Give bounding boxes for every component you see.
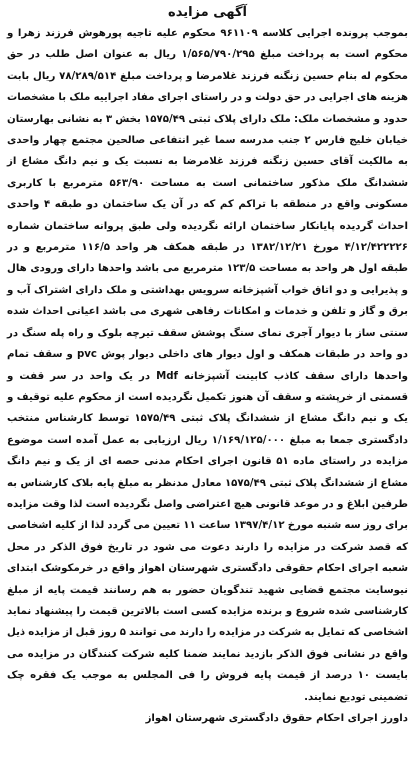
auction-notice: [6, 4, 409, 780]
notice-title: آگهی مزایده: [168, 5, 247, 20]
notice-signature: داورز اجرای احکام حقوق دادگستری شهرستان اهواز: [145, 713, 408, 724]
notice-body-text: بموجب پرونده اجرایی کلاسه ۹۶۱۱۰۹ محکوم علیه تاجیه پورهوش فرزند زهرا و محکوم است به پرداخت مبلغ ۱/۵۶۵/۷۹۰/۲۹۵ ریال به عنوان اصل طلب در حق محکوم له بنام حسین زنگنه فرزند غلامرضا و پرداخت مبلغ ۷۸/۲۸۹/۵۱۴ ریال بابت هزینه های اجرایی در حق دولت و در راستای اجرای مفاد اجراییه ملک با مشخصات حدود و مشخصات ملک: ملک دارای پلاک ثبتی ۱۵۷۵/۴۹ بخش ۳ به نشانی بهارستان خیابان خلیج فارس ۲ جنب مدرسه سما غیر انتفاعی صالحین مجتمع چهار واحدی به مالکیت آقای حسین زنگنه فرزند غلامرضا به نسبت یک و نیم دانگ مشاع از ششدانگ ملک مذکور ساختمانی است به مساحت ۵۶۳/۹۰ مترمربع با کاربری مسکونی واقع در منطقه با تراکم کم که در آن یک ساختمان دو طبقه ۴ واحدی احداث گردیده پایانکار ساختمان ارائه نگردیده ولی طبق پروانه ساختمان شماره ۴/۱۲/۴۲۲۲۲۶ مورخ ۱۳۸۲/۱۲/۲۱ در طبقه همکف هر واحد ۱۱۶/۵ مترمربع و در طبقه اول هر واحد به مساحت ۱۲۳/۵ مترمربع می باشد واحدها دارای ورودی هال و پذیرایی و دو اتاق خواب آشپزخانه سرویس بهداشتی و ملک دارای اشتراک آب و برق و گاز و تلفن و خدمات و امکانات رفاهی شهری می باشد اعیانی احداث شده سنتی ساز با دیوار آجری نمای سنگ پوشش سقف تیرچه بلوک و راه پله سنگ در دو واحد در طبقات همکف و اول دیوار های داخلی دیوار پوش pvc و سقف تمام واحدها دارای سقف کاذب کابینت آشپزخانه Mdf در یک واحد در سر قفت و قسمتی از خرپشته و سقف آن هنوز تکمیل نگردیده است از محکوم علیه توقیف و یک و نیم دانگ مشاع از ششدانگ پلاک ثبتی ۱۵۷۵/۴۹ توسط کارشناس منتخب دادگستری جمعا به مبلغ ۱/۱۶۹/۱۲۵/۰۰۰ ریال ارزیابی به عمل آمده است موضوع مزایده در راستای ماده ۵۱ قانون اجرای احکام مدنی حصه ای از یک و نیم دانگ مشاع از ششدانگ پلاک ثبتی ۱۵۷۵/۴۹ معادل مدنظر به مبلغ پایه بلاک کارشناس به طرفین ابلاغ و در موعد قانونی هیچ اعتراضی واصل نگردیده است لذا وقت مزایده برای روز سه شنبه مورخ ۱۳۹۷/۴/۱۲ ساعت ۱۱ تعیین می گردد لذا از کلیه اشخاصی که قصد شرکت در مزایده را دارند دعوت می شود در تاریخ فوق الذکر در محل شعبه اجرای احکام حقوقی دادگستری شهرستان اهواز واقع در خرمکوشک ابتدای نیوسایت مجتمع قضایی شهید تندگویان حضور به هم رسانند قیمت پایه از مبلغ کارشناسی شده شروع و برنده مزایده کسی است بالاترین قیمت را پیشنهاد نماید اشخاصی که تمایل به شرکت در مزایده را دارند می توانند ۵ روز قبل از مزایده ذیل واقع در نشانی فوق الذکر بازدید نمایند ضمنا کلیه شرکت کنندگان در مزایده می بایست ۱۰ درصد از قیمت پایه فروش را فی المجلس به موجب یک فقره چک تضمینی تودیع نمایند.: [7, 28, 409, 703]
